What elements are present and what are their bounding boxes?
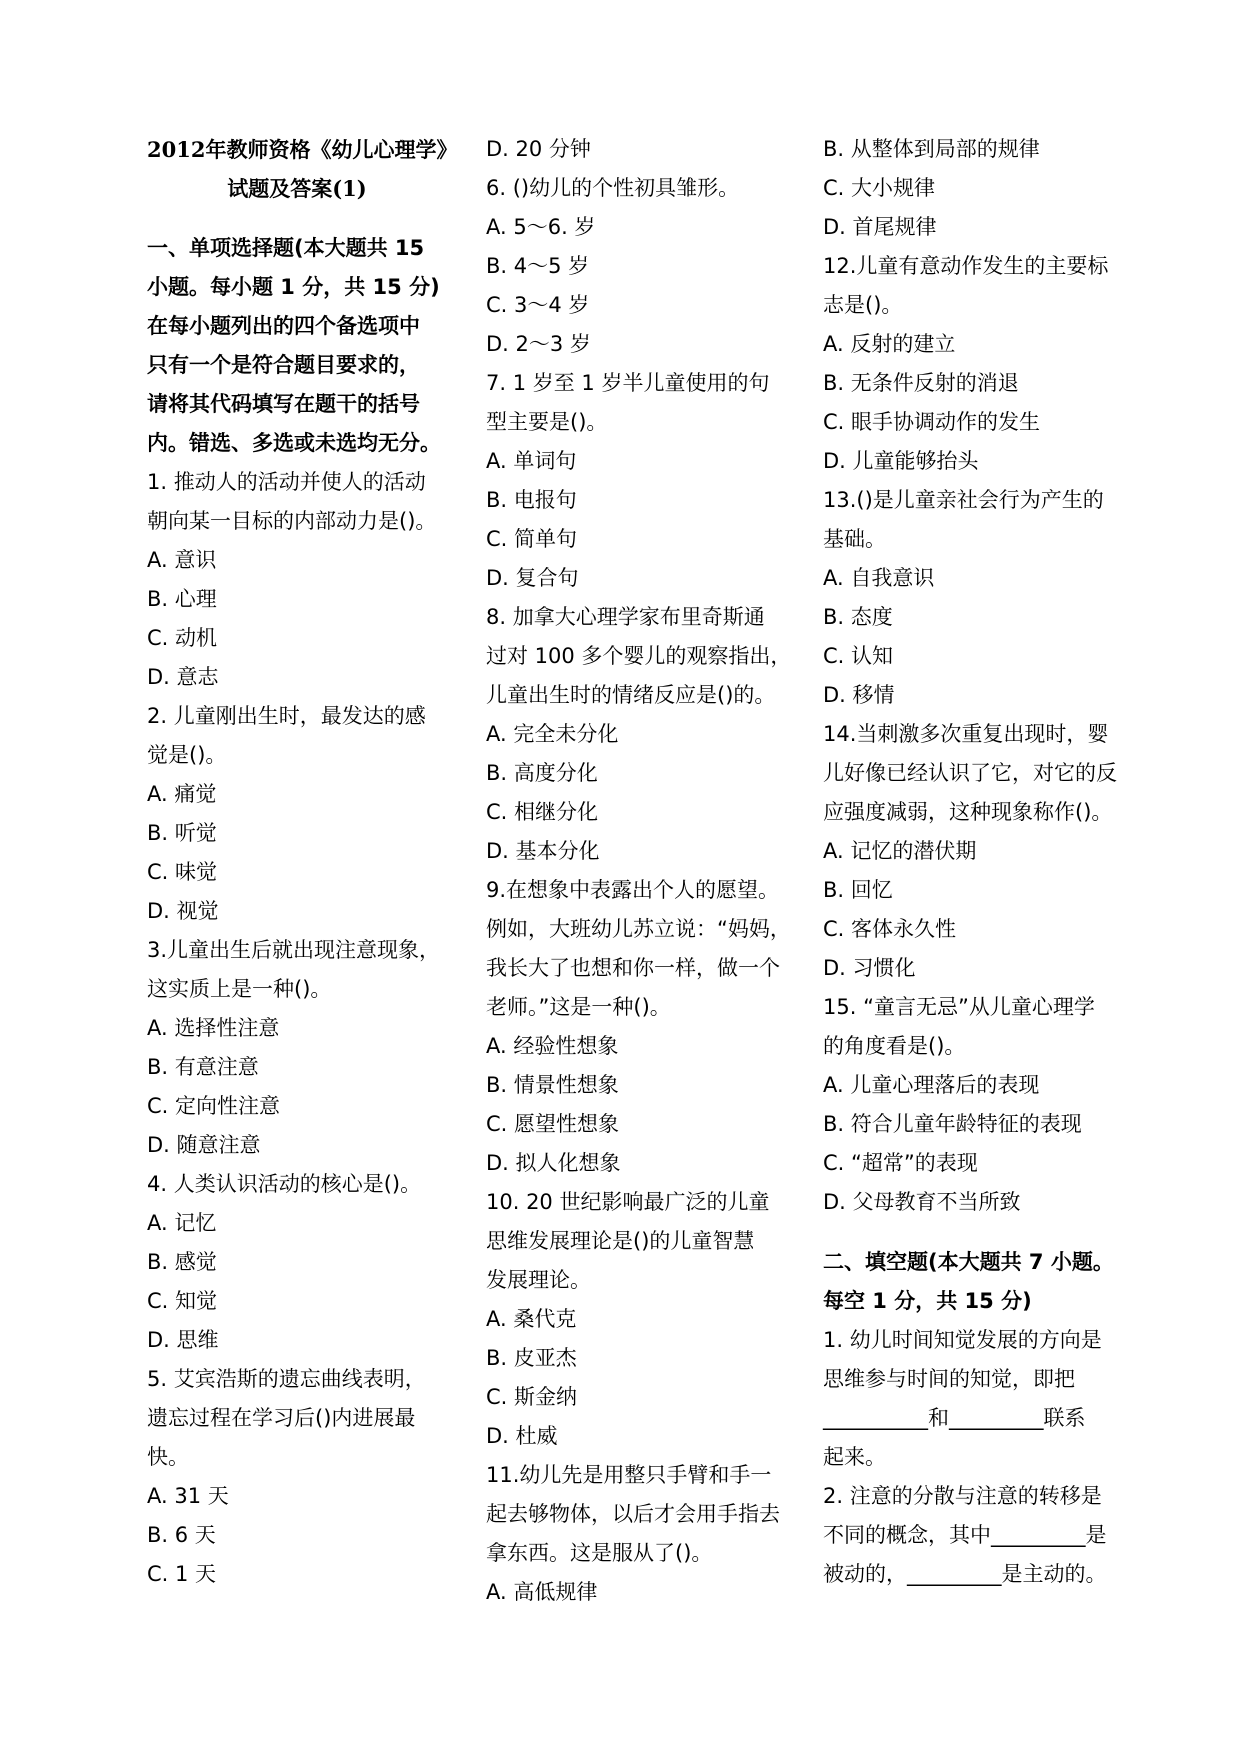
answer-option: B. 高度分化 (486, 761, 598, 785)
answer-option: C. 定向性注意 (147, 1094, 281, 1118)
answer-option: D. 拟人化想象 (486, 1151, 621, 1175)
answer-option: D. 移情 (823, 683, 895, 707)
answer-option: A. 高低规律 (486, 1580, 598, 1604)
question-text-line: 这实质上是一种()。 (147, 977, 332, 1001)
answer-option: D. 2～3 岁 (486, 332, 591, 356)
question-text-line: 过对 100 多个婴儿的观察指出， (486, 644, 792, 668)
answer-option: D. 视觉 (147, 899, 219, 923)
answer-option: B. 情景性想象 (486, 1073, 619, 1097)
answer-option: C. 大小规律 (823, 176, 936, 200)
question-text-line: 5. 艾宾浩斯的遗忘曲线表明， (147, 1367, 426, 1391)
question-text-line: 被动的，_________是主动的。 (823, 1562, 1107, 1586)
spacer (823, 1222, 1128, 1243)
answer-option: C. 客体永久性 (823, 917, 957, 941)
answer-option: B. 感觉 (147, 1250, 217, 1274)
question-text-line: 应强度减弱，这种现象称作()。 (823, 800, 1113, 824)
question-text-line: 思维参与时间的知觉，即把 (823, 1367, 1075, 1391)
answer-option: B. 6 天 (147, 1523, 216, 1547)
question-text-line: 7. 1 岁至 1 岁半儿童使用的句 (486, 371, 770, 395)
question-text-line: 快。 (147, 1445, 189, 1469)
answer-option: C. 3～4 岁 (486, 293, 590, 317)
question-text-line: 儿童出生时的情绪反应是()的。 (486, 683, 776, 707)
answer-option: B. 4～5 岁 (486, 254, 590, 278)
col2-lines (486, 130, 792, 1612)
question-text-line: 2. 儿童刚出生时，最发达的感 (147, 704, 426, 728)
section-heading-line: 每空 1 分，共 15 分) (823, 1289, 1032, 1313)
question-text-line: 9.在想象中表露出个人的愿望。 (486, 878, 780, 902)
answer-option: A. 痛觉 (147, 782, 217, 806)
answer-option: D. 复合句 (486, 566, 579, 590)
doc-title-line2: 试题及答案(1) (227, 176, 367, 201)
question-text-line: 拿东西。这是服从了()。 (486, 1541, 713, 1565)
answer-option: B. 有意注意 (147, 1055, 259, 1079)
question-text-line: 4. 人类认识活动的核心是()。 (147, 1172, 422, 1196)
section-heading-line: 小题。每小题 1 分，共 15 分) (147, 275, 440, 299)
col3-lines (823, 130, 1128, 1222)
question-text-line: 遗忘过程在学习后()内进展最 (147, 1406, 416, 1430)
answer-option: A. 31 天 (147, 1484, 229, 1508)
answer-option: B. 心理 (147, 587, 217, 611)
answer-option: B. 无条件反射的消退 (823, 371, 1019, 395)
answer-option: A. 儿童心理落后的表现 (823, 1073, 1040, 1097)
answer-option: A. 意识 (147, 548, 217, 572)
question-text-line: 10. 20 世纪影响最广泛的儿童 (486, 1190, 770, 1214)
col1-lines (147, 463, 447, 1594)
question-text-line: 6. ()幼儿的个性初具雏形。 (486, 176, 740, 200)
answer-option: D. 20 分钟 (486, 137, 591, 161)
question-text-line: 例如，大班幼儿苏立说：“妈妈， (486, 917, 791, 941)
question-text-line: 不同的概念，其中_________是 (823, 1523, 1107, 1547)
answer-option: A. 桑代克 (486, 1307, 577, 1331)
question-text-line: 起去够物体，以后才会用手指去 (486, 1502, 780, 1526)
answer-option: B. 态度 (823, 605, 893, 629)
answer-option: C. “超常”的表现 (823, 1151, 978, 1175)
answer-option: C. 相继分化 (486, 800, 599, 824)
answer-option: A. 记忆 (147, 1211, 217, 1235)
answer-option: B. 听觉 (147, 821, 217, 845)
answer-option: B. 回忆 (823, 878, 893, 902)
answer-option: D. 思维 (147, 1328, 219, 1352)
answer-option: A. 反射的建立 (823, 332, 956, 356)
answer-option: C. 味觉 (147, 860, 218, 884)
section-heading-line: 只有一个是符合题目要求的， (147, 353, 420, 377)
answer-option: C. 知觉 (147, 1289, 218, 1313)
question-text-line: 15. “童言无忌”从儿童心理学 (823, 995, 1095, 1019)
col3-after-lines (823, 1321, 1128, 1594)
answer-option: C. 动机 (147, 626, 218, 650)
column-2 (486, 130, 792, 1612)
answer-option: D. 意志 (147, 665, 219, 689)
answer-option: A. 选择性注意 (147, 1016, 280, 1040)
section-heading-line: 请将其代码填写在题干的括号 (147, 392, 420, 416)
answer-option: C. 眼手协调动作的发生 (823, 410, 1041, 434)
question-text-line: 11.幼儿先是用整只手臂和手一 (486, 1463, 772, 1487)
spacer (147, 208, 447, 229)
question-text-line: 12.儿童有意动作发生的主要标 (823, 254, 1109, 278)
answer-option: C. 愿望性想象 (486, 1112, 620, 1136)
answer-option: B. 电报句 (486, 488, 577, 512)
answer-option: C. 斯金纳 (486, 1385, 578, 1409)
question-text-line: 3.儿童出生后就出现注意现象， (147, 938, 441, 962)
answer-option: D. 父母教育不当所致 (823, 1190, 1021, 1214)
answer-option: A. 自我意识 (823, 566, 935, 590)
section-heading-line: 二、填空题(本大题共 7 小题。 (823, 1250, 1114, 1274)
answer-option: C. 认知 (823, 644, 894, 668)
question-text-line: 14.当刺激多次重复出现时，婴 (823, 722, 1109, 746)
question-text-line: 志是()。 (823, 293, 903, 317)
question-text-line: 起来。 (823, 1445, 886, 1469)
answer-option: B. 符合儿童年龄特征的表现 (823, 1112, 1082, 1136)
answer-option: D. 习惯化 (823, 956, 916, 980)
question-text-line: 发展理论。 (486, 1268, 591, 1292)
section-heading-line: 内。错选、多选或未选均无分。 (147, 431, 441, 455)
answer-option: B. 皮亚杰 (486, 1346, 577, 1370)
question-text-line: 型主要是()。 (486, 410, 608, 434)
answer-option: C. 简单句 (486, 527, 578, 551)
question-text-line: 老师。”这是一种()。 (486, 995, 671, 1019)
question-text-line: 2. 注意的分散与注意的转移是 (823, 1484, 1102, 1508)
question-text-line: 的角度看是()。 (823, 1034, 966, 1058)
column-3 (823, 130, 1128, 1594)
question-text-line: 我长大了也想和你一样，做一个 (486, 956, 780, 980)
question-text-line: 13.()是儿童亲社会行为产生的 (823, 488, 1104, 512)
answer-option: C. 1 天 (147, 1562, 217, 1586)
section-heading-line: 一、单项选择题(本大题共 15 (147, 236, 425, 260)
answer-option: B. 从整体到局部的规律 (823, 137, 1040, 161)
answer-option: A. 经验性想象 (486, 1034, 619, 1058)
answer-option: D. 随意注意 (147, 1133, 261, 1157)
answer-option: D. 首尾规律 (823, 215, 937, 239)
question-text-line: 思维发展理论是()的儿童智慧 (486, 1229, 755, 1253)
section1-heading (147, 229, 447, 463)
question-text-line: 8. 加拿大心理学家布里奇斯通 (486, 605, 765, 629)
question-text-line: 1. 推动人的活动并使人的活动 (147, 470, 426, 494)
question-text-line: 儿好像已经认识了它，对它的反 (823, 761, 1117, 785)
section2-heading (823, 1243, 1128, 1321)
question-text-line: __________和_________联系 (823, 1406, 1086, 1430)
answer-option: D. 杜威 (486, 1424, 558, 1448)
answer-option: D. 儿童能够抬头 (823, 449, 979, 473)
question-text-line: 朝向某一目标的内部动力是()。 (147, 509, 437, 533)
question-text-line: 基础。 (823, 527, 886, 551)
question-text-line: 觉是()。 (147, 743, 227, 767)
answer-option: A. 5～6. 岁 (486, 215, 596, 239)
answer-option: D. 基本分化 (486, 839, 600, 863)
answer-option: A. 完全未分化 (486, 722, 619, 746)
column-1 (147, 130, 458, 1594)
answer-option: A. 单词句 (486, 449, 577, 473)
doc-title-line1: 2012年教师资格《幼儿心理学》 (147, 137, 458, 162)
answer-option: A. 记忆的潜伏期 (823, 839, 977, 863)
section-heading-line: 在每小题列出的四个备选项中 (147, 314, 420, 338)
question-text-line: 1. 幼儿时间知觉发展的方向是 (823, 1328, 1102, 1352)
